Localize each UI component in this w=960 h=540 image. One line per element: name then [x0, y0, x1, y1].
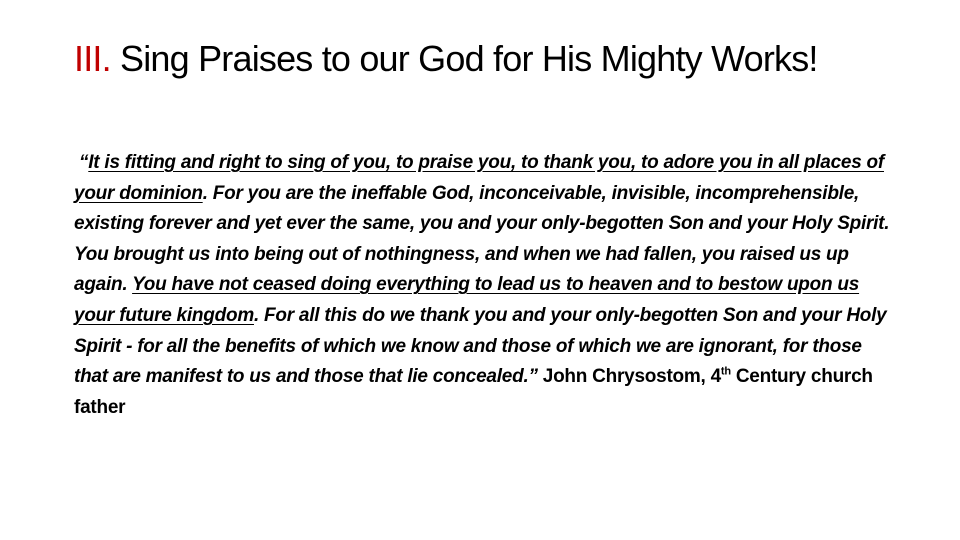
section-numeral: III. [74, 38, 111, 79]
quote-paragraph [74, 148, 894, 423]
quote-text-part-4: . For all this do we thank you and your only-begotten Son and your Holy Spirit - for all the benefits of which we know and those of which we are ignorant, for those that are manifest to us and those that lie concealed. [74, 304, 887, 388]
quote-text-part-2: . For you are the ineffable God, inconceivable, invisible, incomprehensible, existing forever and yet ever the same, you and your only-begotten Son and your Holy Spirit. You brought us into being out of nothingness, and when we had fallen, you raised us up again. [74, 182, 890, 296]
attribution-name: John Chrysostom, 4 [542, 366, 721, 388]
quote-underlined-kingdom: You have not ceased doing everything to lead us to heaven and to bestow upon us your future kingdom [74, 274, 860, 326]
title-text: Sing Praises to our God for His Mighty Works! [120, 38, 818, 79]
slide-title [74, 36, 894, 81]
quote-underlined-opening: It is fitting and right to sing of you, to praise you, to thank you, to adore you in all places of your dominion [74, 152, 884, 204]
quote-block [74, 148, 894, 423]
quote-close-mark: ” [528, 366, 538, 388]
quote-open-mark: “ [79, 152, 89, 173]
attribution-superscript: th [720, 365, 731, 378]
attribution-rest: Century church father [74, 366, 873, 418]
